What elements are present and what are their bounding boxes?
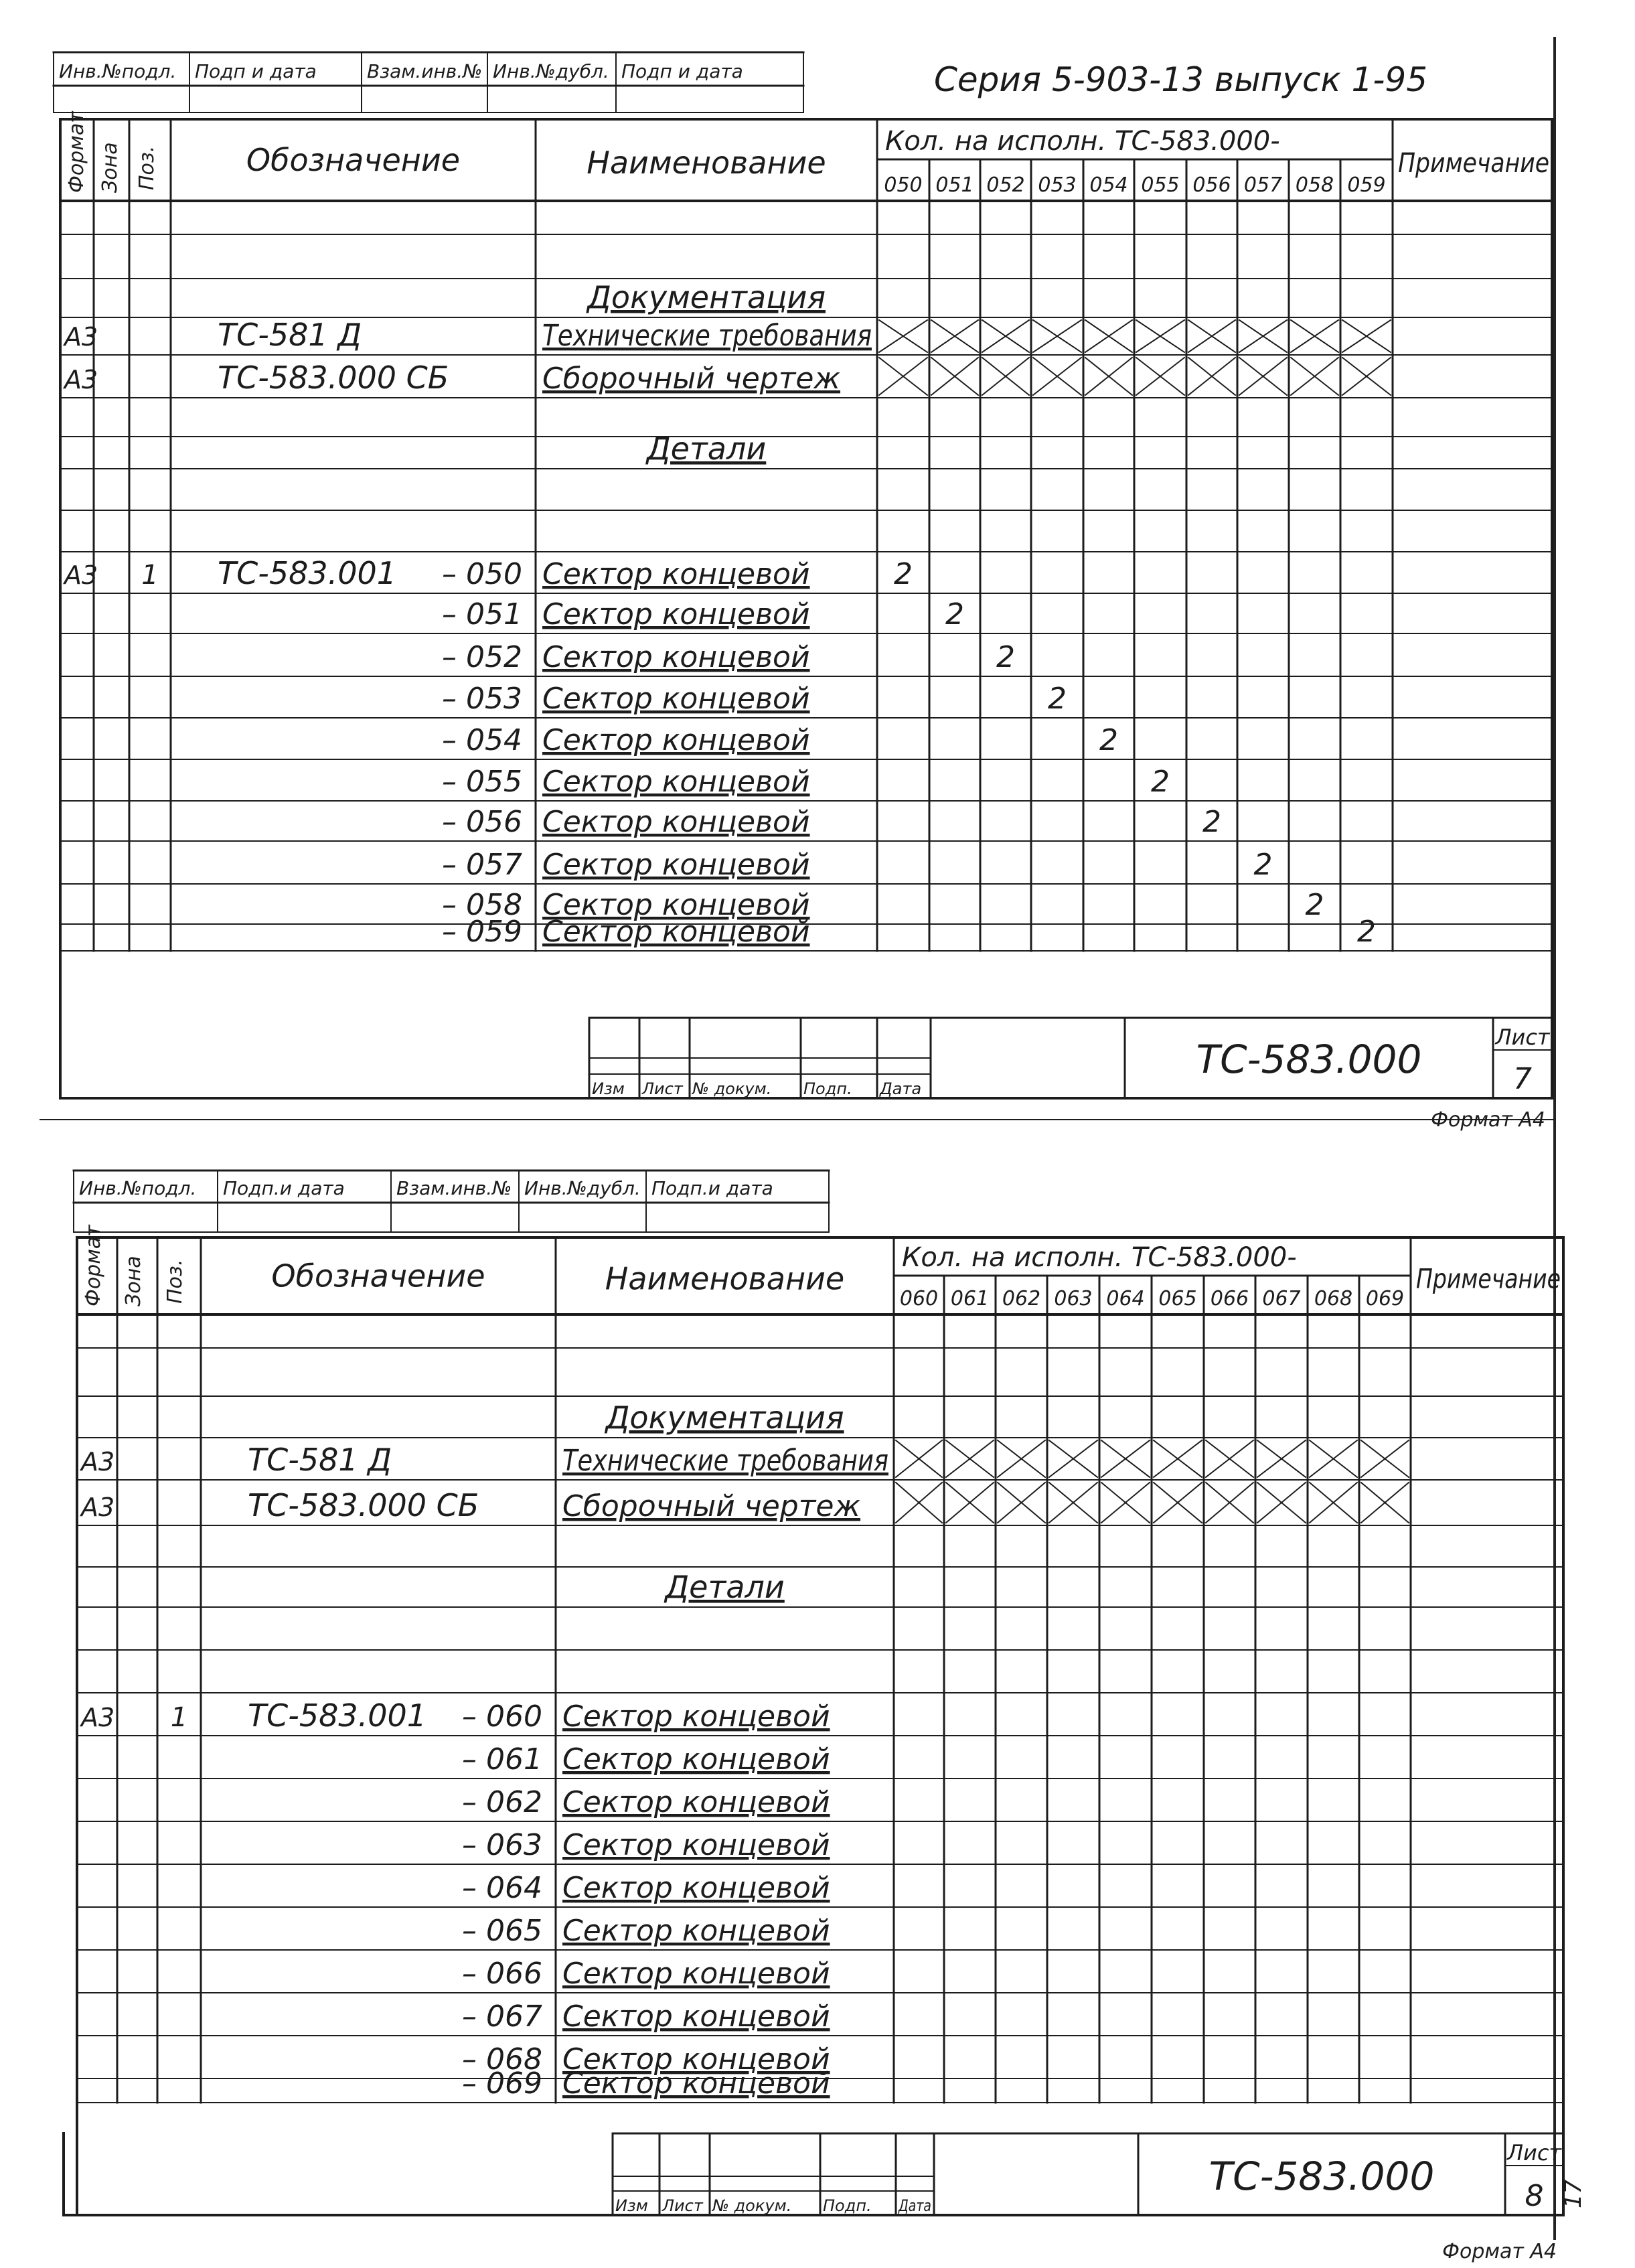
sheet-1-section-title: Документация [587,279,826,315]
sheet-2-sheet-label: Лист [1506,2140,1562,2166]
sheet-1-qty-value: 2 [996,640,1015,674]
sheet-2-header-qty-064: 064 [1106,1287,1145,1310]
sheet-2-title-label: № докум. [712,2196,792,2215]
sheet-2-name-cell: Сектор концевой [562,1914,830,1948]
sheet-1-format-cell: А3 [64,365,98,394]
sheet-1-title-label: Дата [880,1079,922,1098]
sheet-1-qty-value: 2 [1099,723,1118,757]
sheet-2-name-cell: Сектор концевой [562,2066,830,2101]
sheet-1-header-qty-051: 051 [935,173,974,197]
sheet-1-header-qty-052: 052 [986,173,1025,197]
sheet-1-header-qty-050: 050 [884,173,923,197]
sheet-1-suffix-cell: – 054 [442,723,522,757]
sheet-2-format-cell: А3 [81,1447,115,1477]
sheet-2-section-title: Детали [665,1569,785,1605]
sheet-1-qty-value: 2 [945,597,964,631]
sheet-2-name-cell: Сектор концевой [562,2042,830,2076]
sheet-1-header-name: Наименование [587,145,826,181]
sheet-1-name-cell: Сектор концевой [542,597,810,631]
sheet-2-name-cell: Сектор концевой [562,1957,830,1991]
sheet-1-name-cell: Сектор концевой [542,723,810,757]
sheet-2-header-designation: Обозначение [271,1258,485,1294]
sheet-1-suffix-cell: – 051 [442,597,522,631]
sheet-2-header-name: Наименование [605,1260,845,1297]
sheet-1-header-zone: Зона [98,142,122,193]
sheet-2-header-pos: Поз. [163,1259,187,1304]
sheet-1-stamp-label: Инв.№дубл. [493,60,609,82]
sheet-1-section-title: Детали [646,431,767,467]
sheet-2-header-qty-063: 063 [1054,1287,1093,1310]
sheet-1-name-cell: Технические требования [542,319,872,353]
sheet-1-title-label: Изм [592,1079,625,1098]
sheet-2-header-qty-061: 061 [950,1287,990,1310]
sheet-2-designation-cell: ТС-583.000 СБ [248,1487,479,1523]
sheet-1-format-label: Формат А4 [1431,1108,1545,1132]
sheet-1-stamp-label: Подп и дата [621,60,743,82]
sheet-1-name-cell: Сектор концевой [542,682,810,716]
sheet-1-qty-value: 2 [894,557,913,591]
sheet-2-title-label: Дата [898,2196,931,2215]
sheet-2-header-qty-group: Кол. на исполн. ТС-583.000- [902,1242,1297,1273]
sheet-2-header-qty-067: 067 [1262,1287,1301,1310]
sheet-2-title-label: Изм [615,2196,648,2215]
sheet-2-title-label: Лист [662,2196,703,2215]
sheet-2-suffix-cell: – 069 [462,2066,542,2101]
sheet-1-stamp-label: Взам.инв.№ [367,60,483,82]
sheet-2-sheet-number: 8 [1525,2179,1544,2213]
sheet-2-suffix-cell: – 060 [462,1699,542,1734]
sheet-1-header-qty-056: 056 [1192,173,1231,197]
sheet-1-title-label: Лист [642,1079,683,1098]
sheet-2-suffix-cell: – 062 [462,1785,542,1819]
sheet-1-header-qty-055: 055 [1141,173,1180,197]
sheet-2-header-qty-065: 065 [1158,1287,1197,1310]
sheet-2-header-format: Формат [82,1225,105,1306]
sheet-1-doc-code: ТС-583.000 [1196,1037,1422,1082]
sheet-1-name-cell: Сектор концевой [542,640,810,674]
sheet-2-section-title: Документация [605,1400,844,1436]
sheet-1-qty-value: 2 [1202,805,1221,839]
sheet-1-stamp-label: Подп и дата [195,60,317,82]
sheet-2-edge-number: 17 [1560,2179,1587,2208]
sheet-1-suffix-cell: – 055 [442,765,522,799]
sheet-2-name-cell: Технические требования [562,1444,888,1478]
sheet-2-suffix-cell: – 063 [462,1828,542,1862]
sheet-2-suffix-cell: – 065 [462,1914,542,1948]
sheet-2-stamp-label: Инв.№дубл. [524,1177,641,1199]
sheet-1-qty-value: 2 [1048,682,1067,716]
sheet-2-name-cell: Сектор концевой [562,1742,830,1776]
sheet-1-header-pos: Поз. [135,145,159,190]
sheet-2-suffix-cell: – 067 [462,1999,542,2034]
sheet-1-suffix-cell: – 053 [442,682,522,716]
sheet-2-name-cell: Сектор концевой [562,1828,830,1862]
sheet-1-suffix-cell: – 050 [442,557,522,591]
sheet-2-name-cell: Сектор концевой [562,1699,830,1734]
sheet-2-designation-cell: ТС-581 Д [248,1442,392,1478]
sheet-2-suffix-cell: – 061 [462,1742,542,1776]
sheet-1-header-qty-057: 057 [1243,173,1283,197]
sheet-2-stamp-label: Подп.и дата [223,1177,345,1199]
sheet-1-format-cell: А3 [64,322,98,352]
sheet-2-header-qty-066: 066 [1210,1287,1249,1310]
sheet-2-suffix-cell: – 068 [462,2042,542,2076]
sheet-1-qty-value: 2 [1357,915,1376,949]
sheet-2-header-zone: Зона [122,1256,145,1306]
sheet-2-suffix-cell: – 064 [462,1871,542,1905]
sheet-1-suffix-cell: – 059 [442,915,522,949]
sheet-1-name-cell: Сектор концевой [542,805,810,839]
sheet-2-stamp-label: Взам.инв.№ [396,1177,512,1199]
sheet-1-title-label: № докум. [692,1079,772,1098]
sheet-1-pos-cell: 1 [141,560,159,591]
sheet-1-sheet-label: Лист [1495,1025,1550,1050]
series-header: Серия 5-903-13 выпуск 1-95 [934,60,1428,99]
sheet-1-header-qty-059: 059 [1347,173,1386,197]
sheet-1-title-label: Подп. [803,1079,852,1098]
sheet-1-sheet-number: 7 [1513,1062,1532,1096]
sheet-1-designation-cell: ТС-583.001 [218,555,397,591]
sheet-2-designation-cell: ТС-583.001 [248,1697,427,1734]
sheet-2-name-cell: Сектор концевой [562,1999,830,2034]
sheet-1-header-qty-group: Кол. на исполн. ТС-583.000- [885,126,1280,157]
sheet-1-name-cell: Сектор концевой [542,888,810,922]
sheet-1-qty-value: 2 [1253,848,1273,882]
sheet-1-suffix-cell: – 056 [442,805,522,839]
sheet-1-suffix-cell: – 052 [442,640,522,674]
sheet-2-name-cell: Сектор концевой [562,1871,830,1905]
sheet-2-name-cell: Сектор концевой [562,1785,830,1819]
sheet-1-suffix-cell: – 058 [442,888,522,922]
sheet-1-designation-cell: ТС-581 Д [218,317,362,353]
sheet-2-doc-code: ТС-583.000 [1209,2153,1435,2199]
sheet-2-header-qty-068: 068 [1314,1287,1353,1310]
sheet-2-name-cell: Сборочный чертеж [562,1489,861,1523]
sheet-2-pos-cell: 1 [170,1702,188,1733]
sheet-1-format-cell: А3 [64,560,98,590]
sheet-1-qty-value: 2 [1151,765,1170,799]
sheet-2-header-qty-062: 062 [1002,1287,1041,1310]
sheet-1-name-cell: Сектор концевой [542,557,810,591]
sheet-1-name-cell: Сборочный чертеж [542,362,841,396]
sheet-2-format-label: Формат А4 [1442,2240,1557,2263]
sheet-1-designation-cell: ТС-583.000 СБ [218,360,449,396]
sheet-2-header-qty-069: 069 [1365,1287,1405,1310]
sheet-1-qty-value: 2 [1305,888,1324,922]
sheet-1-stamp-label: Инв.№подл. [59,60,177,82]
sheet-2-title-label: Подп. [823,2196,872,2215]
sheet-1-suffix-cell: – 057 [442,848,522,882]
sheet-1-header-qty-053: 053 [1038,173,1077,197]
sheet-2-header-qty-060: 060 [899,1287,939,1310]
sheet-1-name-cell: Сектор концевой [542,915,810,949]
sheet-1-header-notes: Примечание [1398,148,1549,179]
sheet-1-header-qty-054: 054 [1089,173,1128,197]
sheet-2-stamp-label: Инв.№подл. [79,1177,197,1199]
sheet-1-name-cell: Сектор концевой [542,848,810,882]
sheet-2-stamp-label: Подп.и дата [651,1177,773,1199]
sheet-1-header-qty-058: 058 [1295,173,1334,197]
sheet-1-header-designation: Обозначение [246,142,461,178]
sheet-2-format-cell: А3 [81,1493,115,1522]
sheet-1-name-cell: Сектор концевой [542,765,810,799]
sheet-2-header-notes: Примечание [1416,1264,1561,1295]
sheet-2-suffix-cell: – 066 [462,1957,542,1991]
sheet-2-format-cell: А3 [81,1703,115,1732]
sheet-1-header-format: Формат [65,111,88,193]
